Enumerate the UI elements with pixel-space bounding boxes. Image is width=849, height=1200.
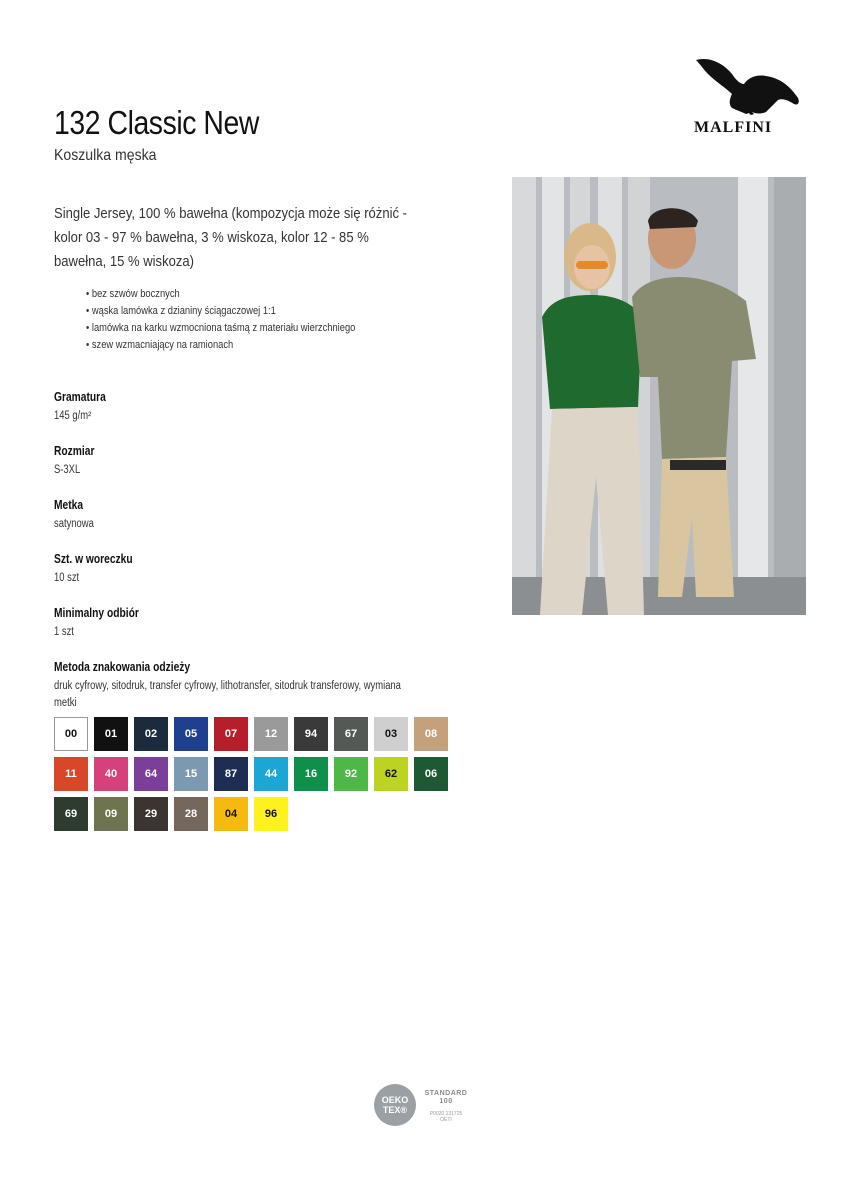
color-code: 67: [344, 728, 358, 740]
color-swatch[interactable]: [414, 717, 448, 751]
spec-label: Szt. w woreczku: [54, 552, 133, 566]
spec-value: 10 szt: [54, 572, 80, 584]
feature-item: • lamówka na karku wzmocniona taśmą z materiału wierzchniego: [86, 320, 355, 337]
color-code: 62: [384, 768, 398, 780]
color-swatch[interactable]: [294, 717, 328, 751]
color-swatch[interactable]: [294, 757, 328, 791]
color-code: 29: [144, 808, 158, 820]
feature-item: • wąska lamówka z dzianiny ściągaczowej 1:1: [86, 303, 355, 320]
spec-value: satynowa: [54, 518, 94, 530]
color-swatch[interactable]: [54, 797, 88, 831]
spec-pack-quantity: [54, 552, 133, 587]
feature-item: • bez szwów bocznych: [86, 286, 355, 303]
color-code: 92: [344, 768, 358, 780]
color-code: 11: [65, 768, 77, 780]
oeko-code: [422, 1111, 470, 1123]
spec-weight: [54, 390, 106, 425]
color-swatch[interactable]: [374, 757, 408, 791]
marking-value: druk cyfrowy, sitodruk, transfer cyfrowy, lithotransfer, sitodruk transferowy, wymiana metki: [54, 680, 401, 709]
color-code: 69: [64, 808, 78, 820]
color-swatch[interactable]: [54, 717, 88, 751]
color-swatch[interactable]: [214, 717, 248, 751]
spec-label: Rozmiar: [54, 444, 95, 458]
oeko-tex-logo-icon: [374, 1084, 416, 1126]
color-swatch[interactable]: [94, 717, 128, 751]
spec-label-type: [54, 498, 94, 533]
product-subtitle: Koszulka męska: [54, 147, 157, 164]
color-code: 15: [184, 768, 198, 780]
product-title: 132 Classic New: [54, 104, 259, 141]
color-code: 12: [264, 728, 278, 740]
spec-label: Minimalny odbiór: [54, 606, 139, 620]
color-code: 09: [104, 808, 118, 820]
marking-methods: [54, 660, 407, 712]
color-code: 00: [64, 728, 78, 740]
color-swatch[interactable]: [134, 717, 168, 751]
color-code: 64: [144, 768, 158, 780]
color-swatch[interactable]: [414, 757, 448, 791]
certificate-institute: OETI: [440, 1117, 452, 1123]
color-swatch[interactable]: [334, 757, 368, 791]
marking-label: Metoda znakowania odzieży: [54, 660, 191, 674]
color-code: 28: [184, 808, 198, 820]
color-code: 03: [384, 728, 398, 740]
color-code: 07: [224, 728, 238, 740]
color-swatch[interactable]: [134, 797, 168, 831]
color-code: 01: [104, 728, 118, 740]
color-swatch[interactable]: [134, 757, 168, 791]
oeko-standard: [422, 1090, 470, 1106]
color-code: 16: [304, 768, 318, 780]
feature-item: • szew wzmacniający na ramionach: [86, 337, 355, 354]
color-swatch[interactable]: [334, 717, 368, 751]
color-swatch[interactable]: [374, 717, 408, 751]
spec-min-order: [54, 606, 139, 641]
color-code: 94: [304, 728, 318, 740]
brand-wordmark: MALFINI: [694, 119, 773, 136]
color-swatch[interactable]: [254, 717, 288, 751]
color-swatch[interactable]: [214, 757, 248, 791]
product-photo: [512, 177, 806, 615]
spec-size: [54, 444, 94, 479]
color-code: 96: [264, 808, 278, 820]
color-code: 44: [264, 768, 278, 780]
oeko-tex-badge: [374, 1084, 474, 1128]
standard-number: 100: [439, 1098, 453, 1105]
color-code: 05: [184, 728, 198, 740]
feature-list: [86, 286, 355, 354]
standard-label: STANDARD: [424, 1090, 468, 1097]
color-code: 40: [104, 768, 118, 780]
oeko-line1: OEKO: [381, 1095, 409, 1105]
color-swatch[interactable]: [254, 797, 288, 831]
spec-value: S-3XL: [54, 464, 81, 476]
color-swatch[interactable]: [54, 757, 88, 791]
spec-value: 1 szt: [54, 626, 74, 638]
color-swatch[interactable]: [254, 757, 288, 791]
material-description: Single Jersey, 100 % bawełna (kompozycja może się różnić - kolor 03 - 97 % bawełna, 3 % wiskoza, kolor 12 - 85 % bawełna, 15 % wiskoza): [54, 206, 407, 270]
color-code: 02: [144, 728, 158, 740]
color-swatch[interactable]: [214, 797, 248, 831]
color-code: 87: [224, 768, 238, 780]
spec-label: Gramatura: [54, 390, 106, 404]
oeko-line2: TEX®: [382, 1105, 408, 1115]
color-swatch[interactable]: [174, 797, 208, 831]
color-swatch[interactable]: [94, 757, 128, 791]
spec-label: Metka: [54, 498, 84, 512]
certificate-code: P0020 131725: [429, 1111, 463, 1117]
color-swatch[interactable]: [174, 757, 208, 791]
color-code: 06: [424, 768, 438, 780]
color-swatch[interactable]: [94, 797, 128, 831]
color-code: 08: [424, 728, 438, 740]
spec-value: 145 g/m²: [54, 410, 92, 422]
color-code: 04: [224, 808, 238, 820]
color-swatch[interactable]: [174, 717, 208, 751]
